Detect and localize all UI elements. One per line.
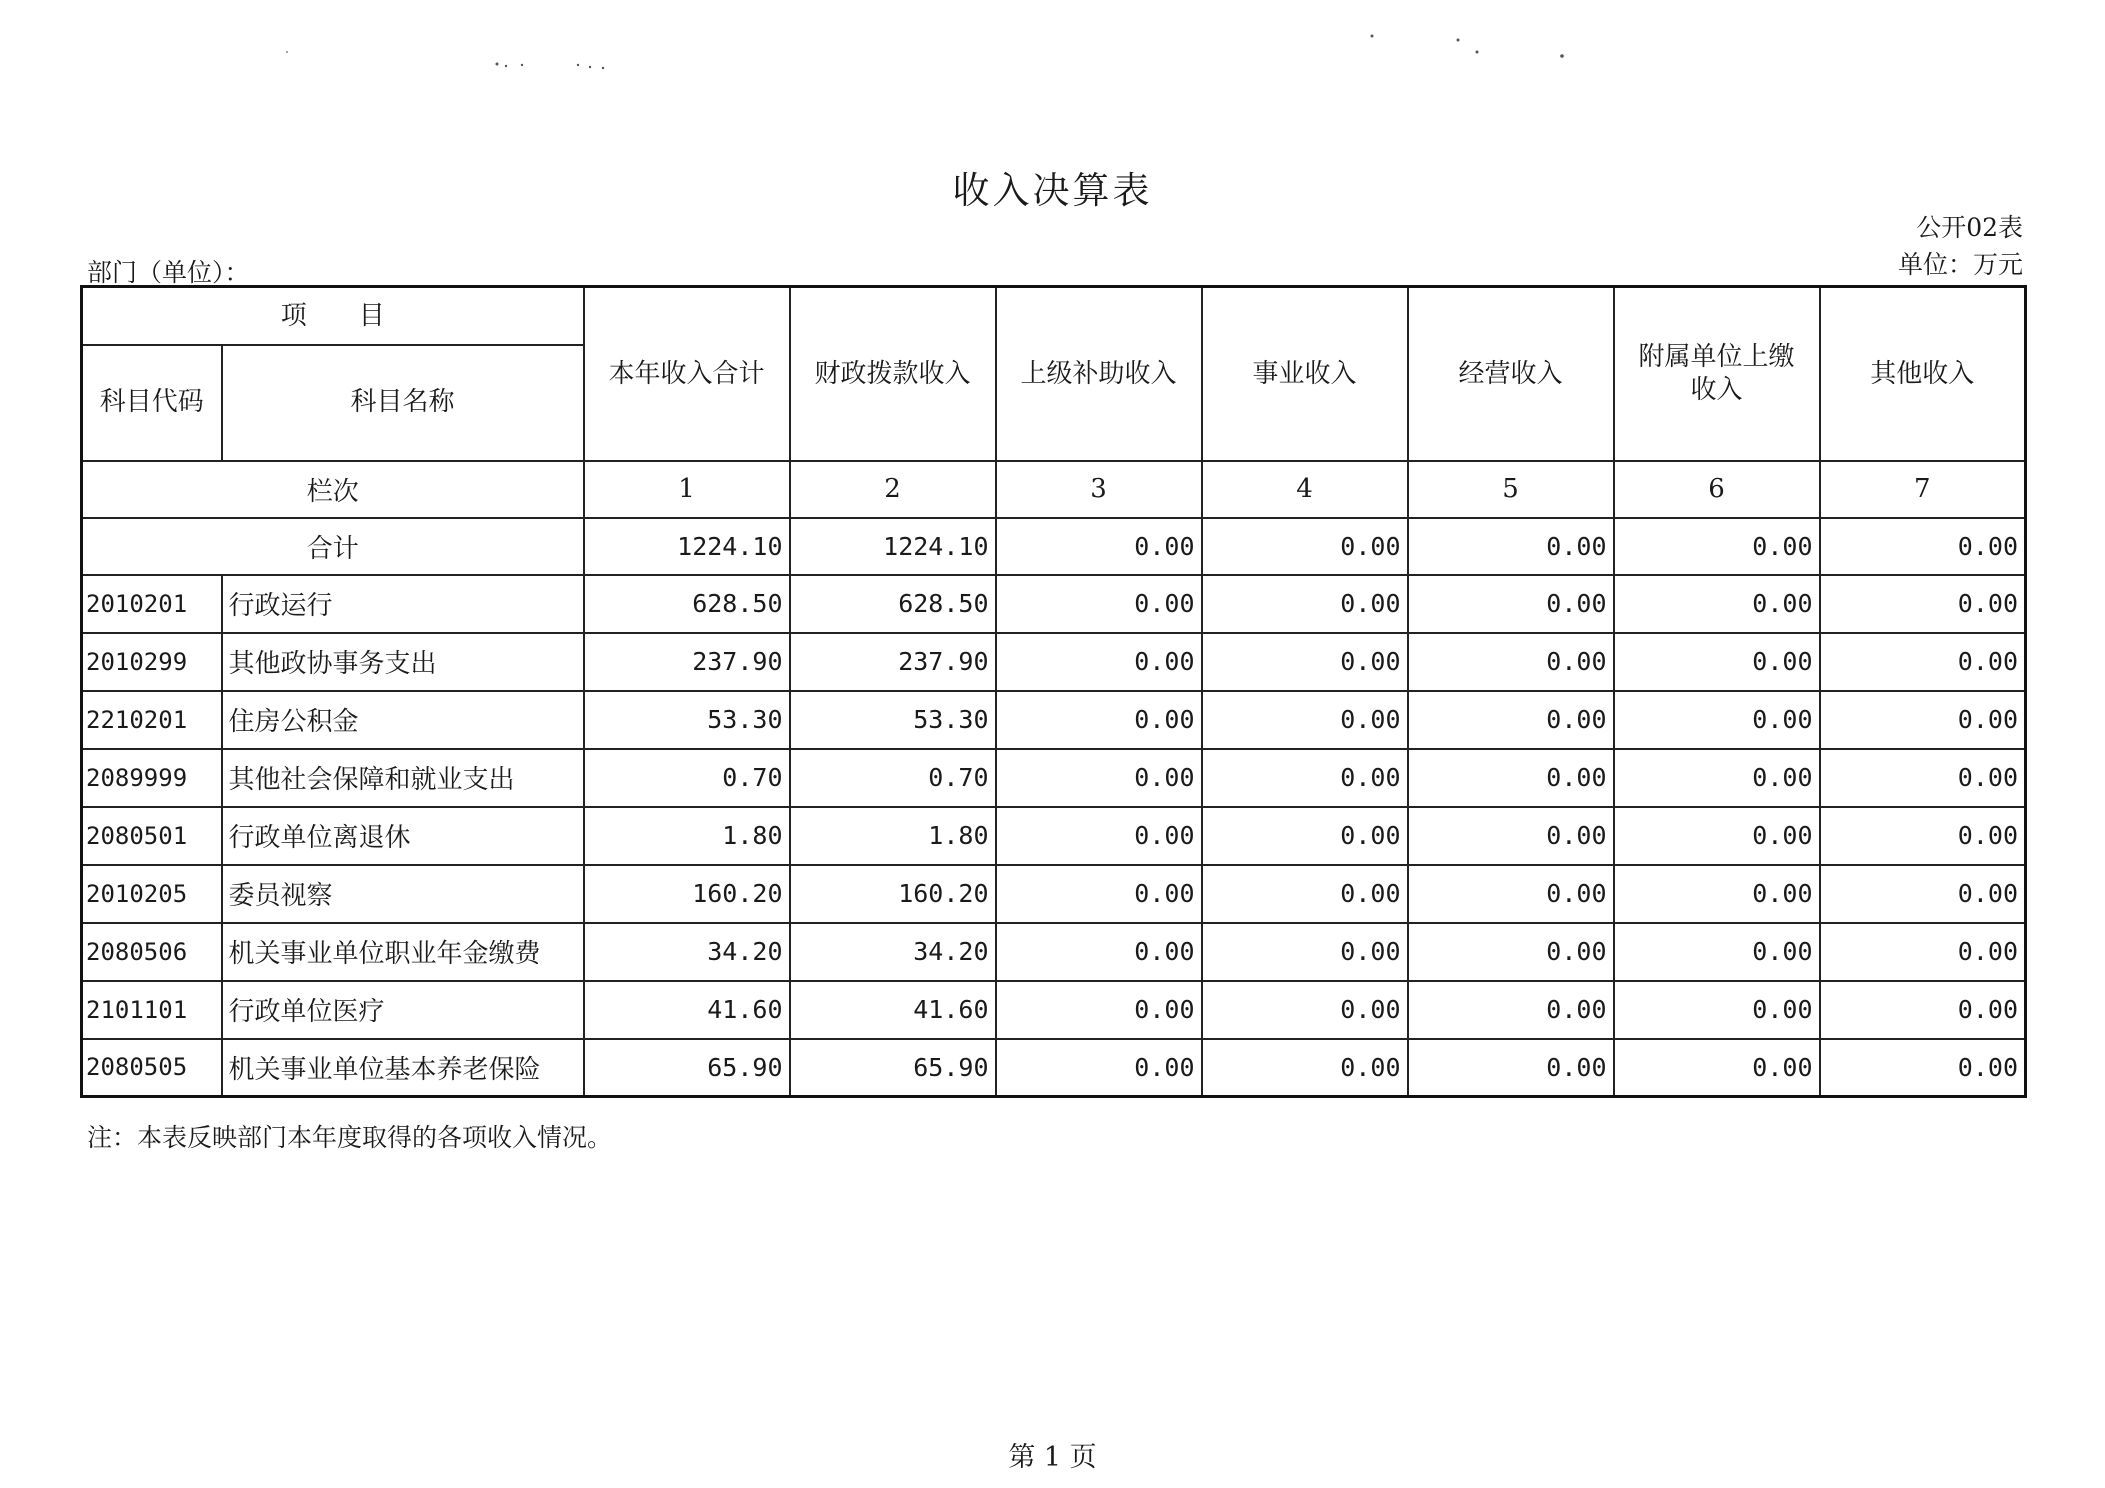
column-number: 1 — [584, 461, 790, 518]
cell-value: 0.70 — [584, 749, 790, 807]
cell-value: 0.00 — [1202, 749, 1408, 807]
cell-value: 0.00 — [1202, 807, 1408, 865]
cell-value: 34.20 — [584, 923, 790, 981]
department-label: 部门（单位）： — [87, 258, 250, 287]
cell-value: 1.80 — [584, 807, 790, 865]
cell-value: 0.00 — [1202, 633, 1408, 691]
cell-value: 0.00 — [1408, 1039, 1614, 1097]
cell-value: 0.00 — [1202, 1039, 1408, 1097]
subject-code: 2089999 — [82, 749, 222, 807]
cell-value: 0.00 — [1820, 923, 2026, 981]
cell-value: 0.00 — [1614, 923, 1820, 981]
cell-value: 0.00 — [1202, 923, 1408, 981]
cell-value: 0.00 — [1614, 691, 1820, 749]
total-label: 合计 — [82, 518, 584, 575]
cell-value: 0.00 — [1820, 1039, 2026, 1097]
cell-value: 0.00 — [1614, 1039, 1820, 1097]
cell-value: 0.00 — [1408, 807, 1614, 865]
cell-value: 41.60 — [584, 981, 790, 1039]
table-row — [82, 923, 2026, 981]
subject-name: 委员视察 — [222, 865, 584, 923]
cell-value: 0.00 — [996, 807, 1202, 865]
column-index-row — [82, 461, 2026, 518]
subject-name: 行政单位医疗 — [222, 981, 584, 1039]
cell-value: 0.00 — [1408, 691, 1614, 749]
cell-value: 0.00 — [1408, 749, 1614, 807]
cell-value: 0.70 — [790, 749, 996, 807]
subject-code: 2080506 — [82, 923, 222, 981]
subject-name: 住房公积金 — [222, 691, 584, 749]
table-row — [82, 807, 2026, 865]
cell-value: 65.90 — [584, 1039, 790, 1097]
cell-value: 0.00 — [996, 1039, 1202, 1097]
subject-code: 2101101 — [82, 981, 222, 1039]
subject-name: 机关事业单位基本养老保险 — [222, 1039, 584, 1097]
cell-value: 237.90 — [790, 633, 996, 691]
cell-value: 53.30 — [584, 691, 790, 749]
cell-value: 0.00 — [1408, 923, 1614, 981]
total-value: 1224.10 — [790, 518, 996, 575]
header-subject-name: 科目名称 — [222, 345, 584, 461]
cell-value: 0.00 — [1614, 633, 1820, 691]
table-row — [82, 1039, 2026, 1097]
cell-value: 237.90 — [584, 633, 790, 691]
cell-value: 0.00 — [1202, 865, 1408, 923]
cell-value: 0.00 — [996, 575, 1202, 633]
cell-value: 0.00 — [1820, 575, 2026, 633]
header-col-7: 其他收入 — [1820, 287, 2026, 461]
cell-value: 0.00 — [1202, 981, 1408, 1039]
income-table — [80, 285, 2027, 1098]
report-title: 收入决算表 — [952, 169, 1153, 212]
total-row — [82, 518, 2026, 575]
column-number: 3 — [996, 461, 1202, 518]
column-index-label: 栏次 — [82, 461, 584, 518]
header-item: 项 目 — [82, 287, 584, 345]
cell-value: 0.00 — [996, 633, 1202, 691]
cell-value: 0.00 — [1408, 633, 1614, 691]
header-col-5: 经营收入 — [1408, 287, 1614, 461]
cell-value: 0.00 — [1202, 575, 1408, 633]
header-col-2: 财政拨款收入 — [790, 287, 996, 461]
table-row — [82, 691, 2026, 749]
header-col-4: 事业收入 — [1202, 287, 1408, 461]
table-row — [82, 633, 2026, 691]
header-row-1 — [82, 287, 2026, 345]
cell-value: 0.00 — [996, 865, 1202, 923]
table-row — [82, 981, 2026, 1039]
cell-value: 53.30 — [790, 691, 996, 749]
table-row — [82, 865, 2026, 923]
cell-value: 0.00 — [1408, 865, 1614, 923]
unit-label: 单位：万元 — [1897, 250, 2023, 279]
subject-code: 2080501 — [82, 807, 222, 865]
table-note: 注：本表反映部门本年度取得的各项收入情况。 — [87, 1123, 613, 1152]
total-value: 0.00 — [1614, 518, 1820, 575]
header-col-3: 上级补助收入 — [996, 287, 1202, 461]
header-col-6: 附属单位上缴收入 — [1614, 287, 1820, 461]
cell-value: 34.20 — [790, 923, 996, 981]
cell-value: 0.00 — [1614, 749, 1820, 807]
subject-name: 其他社会保障和就业支出 — [222, 749, 584, 807]
cell-value: 65.90 — [790, 1039, 996, 1097]
column-number: 4 — [1202, 461, 1408, 518]
total-value: 0.00 — [1202, 518, 1408, 575]
cell-value: 160.20 — [790, 865, 996, 923]
cell-value: 0.00 — [1408, 981, 1614, 1039]
cell-value: 0.00 — [1820, 633, 2026, 691]
cell-value: 628.50 — [790, 575, 996, 633]
total-value: 0.00 — [996, 518, 1202, 575]
subject-code: 2080505 — [82, 1039, 222, 1097]
cell-value: 0.00 — [1820, 865, 2026, 923]
total-value: 1224.10 — [584, 518, 790, 575]
subject-code: 2010201 — [82, 575, 222, 633]
cell-value: 0.00 — [996, 749, 1202, 807]
cell-value: 0.00 — [1820, 981, 2026, 1039]
table-code: 公开02表 — [1916, 213, 2023, 242]
subject-code: 2010299 — [82, 633, 222, 691]
column-number: 2 — [790, 461, 996, 518]
cell-value: 0.00 — [1820, 807, 2026, 865]
column-number: 5 — [1408, 461, 1614, 518]
subject-name: 行政单位离退休 — [222, 807, 584, 865]
subject-name: 其他政协事务支出 — [222, 633, 584, 691]
cell-value: 1.80 — [790, 807, 996, 865]
cell-value: 0.00 — [1614, 981, 1820, 1039]
total-value: 0.00 — [1820, 518, 2026, 575]
subject-name: 机关事业单位职业年金缴费 — [222, 923, 584, 981]
header-subject-code: 科目代码 — [82, 345, 222, 461]
table-row — [82, 749, 2026, 807]
column-number: 6 — [1614, 461, 1820, 518]
cell-value: 0.00 — [1614, 865, 1820, 923]
column-number: 7 — [1820, 461, 2026, 518]
cell-value: 0.00 — [996, 981, 1202, 1039]
subject-code: 2210201 — [82, 691, 222, 749]
cell-value: 160.20 — [584, 865, 790, 923]
cell-value: 0.00 — [1614, 807, 1820, 865]
cell-value: 0.00 — [996, 923, 1202, 981]
cell-value: 0.00 — [1614, 575, 1820, 633]
scan-specks — [0, 0, 2105, 100]
cell-value: 0.00 — [1820, 749, 2026, 807]
cell-value: 0.00 — [1202, 691, 1408, 749]
cell-value: 0.00 — [1408, 575, 1614, 633]
header-col-1: 本年收入合计 — [584, 287, 790, 461]
total-value: 0.00 — [1408, 518, 1614, 575]
subject-code: 2010205 — [82, 865, 222, 923]
cell-value: 41.60 — [790, 981, 996, 1039]
cell-value: 0.00 — [1820, 691, 2026, 749]
page-number: 第 1 页 — [1008, 1442, 1097, 1473]
cell-value: 628.50 — [584, 575, 790, 633]
subject-name: 行政运行 — [222, 575, 584, 633]
cell-value: 0.00 — [996, 691, 1202, 749]
table-row — [82, 575, 2026, 633]
